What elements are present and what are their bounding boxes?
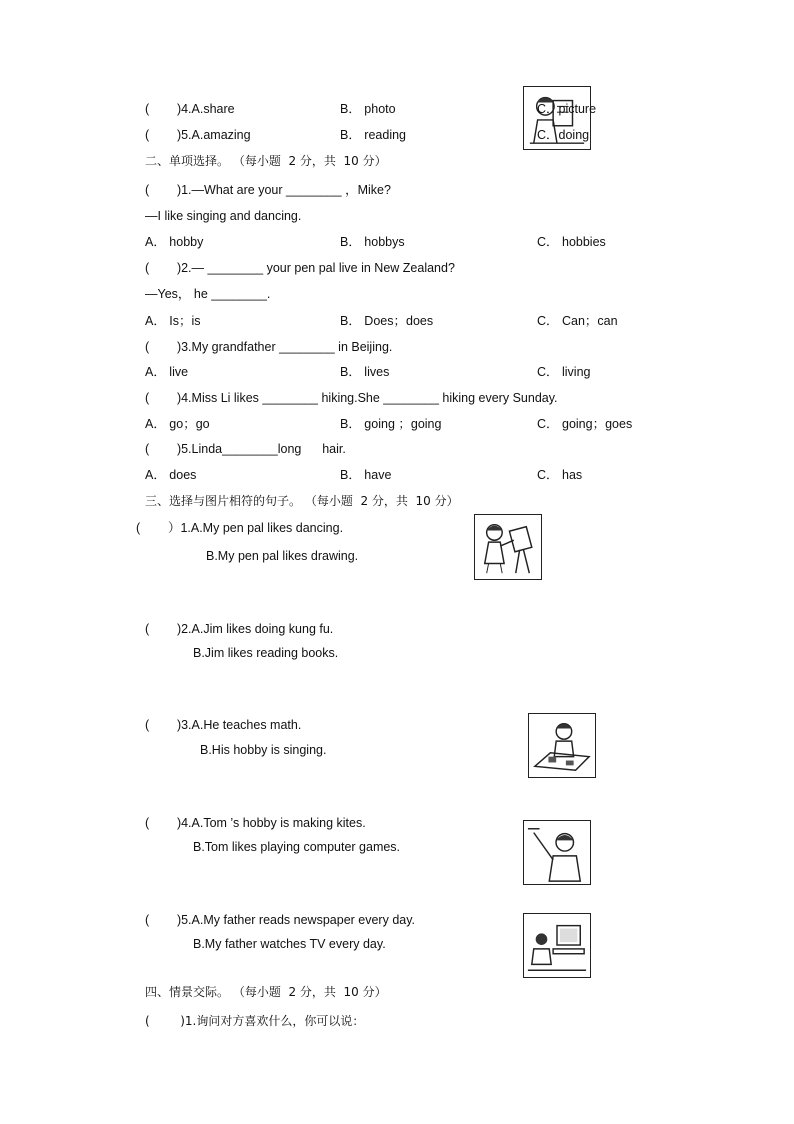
q3-3-option-a: ( )3.A.He teaches math. [145,718,302,732]
q2-1-stem: ( )1.—What are your ________ ，Mike? [145,183,391,197]
q2-2-stem2: —Yes， he ________. [145,287,271,301]
q1-5-option-b: B． reading [340,128,407,142]
teacher-pointer-picture [523,820,591,885]
man-computer-picture [523,913,591,978]
q2-5-stem: ( )5.Linda________long hair. [145,442,346,456]
part4-title: 四、情景交际。 （每小题 2 分，共 10 分） [145,985,387,999]
q1-5-stem: ( )5.A.amazing [145,128,251,142]
q2-1-stem2: —I like singing and dancing. [145,209,302,223]
q1-4-option-c: C．picture [537,102,597,116]
q2-2-option-b: B． Does；does [340,314,434,328]
q1-5-option-c: C．doing [537,128,590,142]
boy-building-picture [528,713,596,778]
q1-4-option-b: B． photo [340,102,396,116]
q1-4-stem: ( )4.A.share [145,102,235,116]
q3-4-option-b: B.Tom likes playing computer games. [193,840,401,854]
q3-2-option-a: ( )2.A.Jim likes doing kung fu. [145,622,334,636]
q3-2-option-b: B.Jim likes reading books. [193,646,339,660]
q3-1-option-b: B.My pen pal likes drawing. [206,549,359,563]
q3-5-option-b: B.My father watches TV every day. [193,937,386,951]
q2-3-option-b: B． lives [340,365,390,379]
q3-4-option-a: ( )4.A.Tom ’s hobby is making kites. [145,816,366,830]
q2-5-option-b: B． have [340,468,392,482]
q2-4-option-c: C． going；goes [537,417,633,431]
q2-4-option-b: B． going ；going [340,417,442,431]
part2-title: 二、单项选择。 （每小题 2 分，共 10 分） [145,154,387,168]
q2-1-option-c: C． hobbies [537,235,606,249]
q2-3-option-a: A． live [145,365,189,379]
q3-5-option-a: ( )5.A.My father reads newspaper every day. [145,913,416,927]
q4-1-stem: ( )1.询问对方喜欢什么，你可以说： [145,1014,365,1028]
part3-title: 三、选择与图片相符的句子。 （每小题 2 分，共 10 分） [145,494,459,508]
q2-1-option-b: B． hobbys [340,235,405,249]
q2-5-option-c: C． has [537,468,583,482]
q3-3-option-b: B.His hobby is singing. [200,743,327,757]
girl-drawing-picture [474,514,542,580]
q2-2-option-c: C． Can；can [537,314,618,328]
q2-2-option-a: A． Is；is [145,314,201,328]
q2-3-option-c: C． living [537,365,591,379]
q2-1-option-a: A． hobby [145,235,204,249]
q2-2-stem: ( )2.— ________ your pen pal live in New Zealand? [145,261,455,275]
q2-3-stem: ( )3.My grandfather ________ in Beijing. [145,340,393,354]
q2-5-option-a: A． does [145,468,197,482]
q2-4-stem: ( )4.Miss Li likes ________ hiking.She ________ hiking every Sunday. [145,391,558,405]
q3-1-option-a: ( ）1.A.My pen pal likes dancing. [136,521,344,535]
q2-4-option-a: A． go；go [145,417,210,431]
